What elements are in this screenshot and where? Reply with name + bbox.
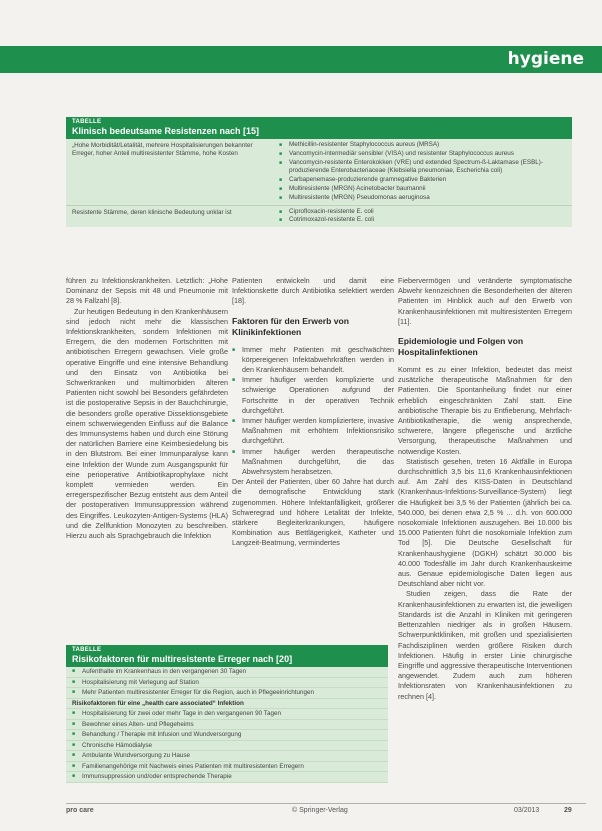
body-column-3 bbox=[398, 276, 572, 799]
resistance-table bbox=[66, 117, 572, 227]
list-item: ■ Bewohner eines Alten- und Pflegeheims bbox=[66, 720, 388, 731]
table-row bbox=[66, 206, 572, 228]
list-item: ■ Immer häufiger werden therapeutische Maßnahmen durchgeführt, die das Abwehrsystem herabsetzen. bbox=[232, 447, 394, 478]
table-row bbox=[66, 139, 572, 206]
table-title: Risikofaktoren für multiresistente Erreger nach [20] bbox=[72, 654, 293, 664]
body-paragraph: führen zu Infektionskrankheiten. Letztlich: „Hohe Dominanz der Sepsis mit 48 und Pneumonie mit 28 % Fallzahl [8]. bbox=[66, 276, 228, 306]
body-paragraph: Fiebervermögen und veränderte symptomatische Abwehr kennzeichnen die Besonderheiten der älteren Patienten im Hinblick auch auf den Erwerb von Krankenhausinfektionen mit multiresistenten Erregern [11]. bbox=[398, 276, 572, 326]
list-item: ■ Hospitalisierung mit Verlegung auf Station bbox=[66, 678, 388, 689]
list-item: ■ Ambulante Wundversorgung zu Hause bbox=[66, 751, 388, 762]
list-item: ■ Cotrimoxazol-resistente E. coli bbox=[279, 216, 566, 225]
table-title: Klinisch bedeutsame Resistenzen nach [15] bbox=[72, 126, 260, 136]
body-paragraph: Studien zeigen, dass die Rate der Krankenhausinfektionen zu erwarten ist, die jeweiligen Standards ist die Anzahl in Kliniken mit geringeren Bettenzahlen niedriger als in großen Häusern. Schwerpunktkliniken, mit großen und spezialisierten Fachdisziplinen werden größere Risiken durch Infektionen. Häufig in erster Linie chirurgische Eingriffe und aggressive therapeutische Interventionen angewendet. Zudem auch zum höheren Infektionsraten von Krankenhausinfektionen zu rechnen [4]. bbox=[398, 589, 572, 701]
body-paragraph: Patienten entwickeln und damit eine Infektionskette durch Antibiotika selektiert werden [18]. bbox=[232, 276, 394, 306]
list-item: ■ Behandlung / Therapie mit Infusion und Wundversorgung bbox=[66, 730, 388, 741]
table-row-pathogens bbox=[273, 206, 572, 228]
body-paragraph: Kommt es zu einer Infektion, bedeutet das meist zusätzliche therapeutische Maßnahmen für den Patienten. Die Spontanheilung findet nur einer erheblich eingeschränkten Zahl statt. Eine antibiotische Therapie bis zu Entfieberung, Mehrfach-Antibiotikatherapie, die wenig ansprechende, schwerere, längere pflegerische und ärztliche Versorgung, therapeutische Maßnahmen und notwendige Kosten. bbox=[398, 365, 572, 456]
footer-divider bbox=[66, 803, 586, 804]
list-item: ■ Familienangehörige mit Nachweis eines Patienten mit multiresistenten Erregern bbox=[66, 762, 388, 773]
table-header bbox=[66, 117, 572, 139]
body-paragraph: Zur heutigen Bedeutung in den Krankenhäusern sind jedoch nicht mehr die klassischen Infektionskrankheiten, sondern Infektionen mit Erregern, die den modernen Fortschritten mit antibiotischen Erregern gewachsen. Viele große operative Eingriffe und eine intensive Behandlung und den Einsatz von Antibiotika bei Schwerkranken und multimorbiden älteren Patienten nicht sowohl bei Besonders gefährdeten ist die postoperative Sepsis in der Bauchchirurgie, die besonders große operative Dissektionsgebiete einem schwerwiegenden Einfluss auf die Balance des Immunsystems haben und durch eine Störung der natürlichen Barriere eine Keimbesiedelung bis in den Blutstrom. Bei einer Immunparalyse kann eine Infektion der Wunde zum Ausgangspunkt für eine perioperative Antibiotikaprophylaxe nicht komplett vermieden werden. Ein erregerspezifischer Bezug entsteht aus dem Anteil der postoperativen Immunsuppression während des Eingriffes. Leukozyten-Antigen-Systems (HLA) und die Zellfunktion Monozyten zu beschreiben. Hierzu auch als Sprachgebrauch die Infektion bbox=[66, 306, 228, 541]
section-banner bbox=[0, 46, 602, 73]
footer-date: 03/2013 bbox=[514, 807, 540, 814]
body-paragraph: Statistisch gesehen, treten 16 Aktfälle in Europa durchschnittlich 3,5 bis 11,6 Krankenhausinfektionen auf. Am Zahl des KISS-Daten in Deutschland (Krankenhaus-Infektions-Surveillance-System) liegt die Häufigkeit bei 3,5 % der Patienten (jährlich bei ca. 540.000, bei denen etwa 2,5 % ... d.h. von 600.000 nosokomiale Infektionen auszugehen. Bei 10.000 bis 15.000 Patienten führt die nosokomiale Infektion zum Tod [5]. Die Deutsche Gesellschaft für Krankenhaushygiene (DGKH) schätzt 30.000 bis 40.000 Todesfälle im Jahr durch Krankenhauskeime aus. Genaue epidemiologische Daten liegen aus Deutschland aber nicht vor. bbox=[398, 456, 572, 589]
table-label: TABELLE bbox=[72, 119, 102, 125]
list-item: ■ Multiresistente (MRGN) Acinetobacter baumannii bbox=[279, 185, 566, 194]
section-heading: Faktoren für den Erwerb von Klinikinfektionen bbox=[232, 315, 349, 337]
page-number: 29 bbox=[564, 807, 572, 814]
risk-factor-table bbox=[66, 645, 388, 783]
body-column-2 bbox=[232, 276, 394, 641]
list-item: ■ Vancomycin-intermediär sensibler (VISA) und resistenter Staphylococcus aureus bbox=[279, 150, 566, 159]
table-subheading: Risikofaktoren für eine „health care associated“ Infektion bbox=[66, 699, 388, 710]
list-item: ■ Mehr Patienten multiresistenter Erreger für die Region, auch in Pflegeeinrichtungen bbox=[66, 688, 388, 699]
list-item: ■ Aufenthalte im Krankenhaus in den vergangenen 30 Tagen bbox=[66, 667, 388, 678]
list-item: ■ Immer häufiger werden komplizierte und schwierige Operationen aufgrund der Fortschritte in der operativen Technik durchgeführt. bbox=[232, 375, 394, 416]
list-item: ■ Carbapenemase-produzierende gramnegative Bakterien bbox=[279, 176, 566, 185]
list-item: ■ Chronische Hämodialyse bbox=[66, 741, 388, 752]
body-column-1 bbox=[66, 276, 228, 641]
footer-publisher: © Springer-Verlag bbox=[292, 807, 348, 814]
section-title: hygiene bbox=[507, 49, 584, 69]
body-paragraph: Der Anteil der Patienten, über 60 Jahre hat durch die demografische Entwicklung stark zugenommen. Höhere Infektanfälligkeit, größerer Schweregrad und höhere Letalität der Infekte, stärkere Begleiterkrankungen, häufigere Kombination aus Bettlägerigkeit, Katheter und Langzeit-Beatmung, vermindertes bbox=[232, 477, 394, 548]
table-header bbox=[66, 645, 388, 667]
list-item: ■ Immer häufiger werden kompliziertere, invasive Maßnahmen mit erhöhtem Infektionsrisiko durchgeführt. bbox=[232, 416, 394, 447]
table-row-pathogens bbox=[273, 139, 572, 205]
list-item: ■ Immer mehr Patienten mit geschwächten körpereigenen Infektabwehrkräften werden in den Krankenhäusern behandelt. bbox=[232, 345, 394, 376]
table-row-criteria: „Hohe Morbidität/Letalität, mehrere Hospitalisierungen bekannter Erreger, hoher Anteil multiresistenter Stämme, hohe Kosten bbox=[72, 142, 253, 157]
list-item: ■ Vancomycin-resistente Enterokokken (VRE) und extended Spectrum-ß-Laktamase (ESBL)-produzierende Enterobacteriaceae (Klebsiella pneumoniae, Escherichia coli) bbox=[279, 159, 566, 177]
table-label: TABELLE bbox=[72, 647, 102, 653]
footer-journal: pro care bbox=[66, 807, 94, 814]
list-item: ■ Immunsuppression und/oder entsprechende Therapie bbox=[66, 772, 388, 783]
section-heading: Epidemiologie und Folgen von Hospitalinfektionen bbox=[398, 336, 524, 358]
list-item: ■ Ciprofloxacin-resistente E. coli bbox=[279, 208, 566, 217]
list-item: ■ Hospitalisierung für zwei oder mehr Tage in den vergangenen 90 Tagen bbox=[66, 709, 388, 720]
table-row-criteria: Resistente Stämme, deren klinische Bedeutung unklar ist bbox=[72, 208, 232, 216]
list-item: ■ Methicillin-resistenter Staphylococcus aureus (MRSA) bbox=[279, 141, 566, 150]
list-item: ■ Multiresistente (MRGN) Pseudomonas aeruginosa bbox=[279, 194, 566, 203]
